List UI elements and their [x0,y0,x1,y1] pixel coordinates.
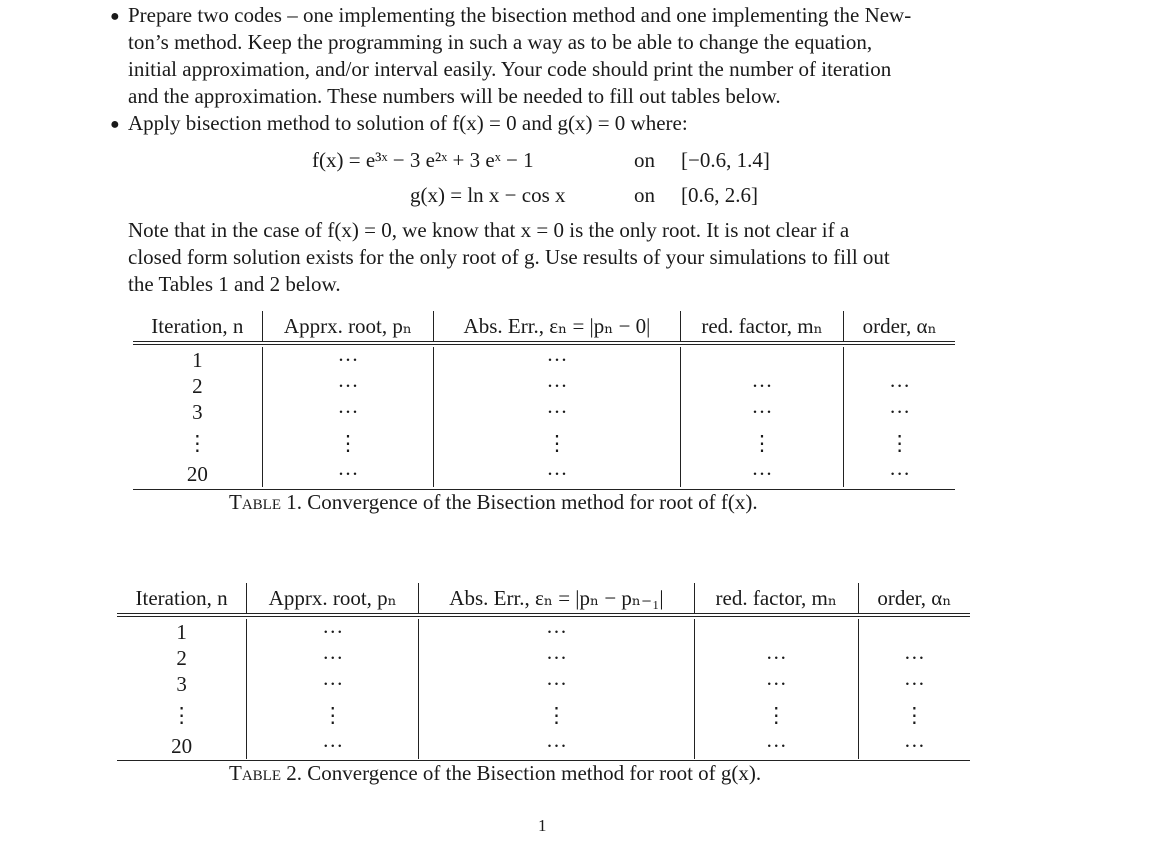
bullet1-line2: ton’s method. Keep the programming in such a way as to be able to change the equation, [128,30,873,54]
col-header-abs-err: Abs. Err., εₙ = |pₙ − pₙ₋₁| [419,583,694,613]
table-row: 20 ··· ··· ··· ··· [133,461,955,487]
bullet1-line4: and the approximation. These numbers will be needed to fill out tables below. [128,84,781,108]
col-header-iteration: Iteration, n [133,311,262,341]
col-header-red-factor: red. factor, mₙ [694,583,858,613]
table-row: ⋮ ⋮ ⋮ ⋮ ⋮ [133,425,955,461]
bullet1-line3: initial approximation, and/or interval easily. Your code should print the number of iteration [128,57,892,81]
col-header-red-factor: red. factor, mₙ [680,311,844,341]
equation-f-interval: [−0.6, 1.4] [681,148,770,172]
col-header-abs-err: Abs. Err., εₙ = |pₙ − 0| [434,311,681,341]
equation-g: g(x) = ln x − cos x [410,183,566,207]
table-row: ⋮ ⋮ ⋮ ⋮ ⋮ [117,697,970,733]
col-header-order: order, αₙ [877,585,952,610]
table-row: 3 ··· ··· ··· ··· [117,671,970,697]
note-line1: Note that in the case of f(x) = 0, we know that x = 0 is the only root. It is not clear if a [128,218,850,242]
table-row: 2 ··· ··· ··· ··· [133,373,955,399]
table-2-caption [229,761,761,786]
page-number: 1 [538,816,547,835]
table-2 [117,583,970,759]
equation-g-interval: [0.6, 2.6] [681,183,758,207]
bullet1-line1: Prepare two codes – one implementing the bisection method and one implementing the New- [128,3,912,27]
table-row: 3 ··· ··· ··· ··· [133,399,955,425]
col-header-approx-root: Apprx. root, pₙ [247,583,419,613]
equation-f: f(x) = e³ˣ − 3 e²ˣ + 3 eˣ − 1 [312,148,534,172]
table-header-row [117,583,970,613]
table-row: 20 ··· ··· ··· ··· [117,733,970,759]
table-1-caption-label: Table 1. [229,490,302,514]
equation-f-on: on [634,148,655,172]
bullet-marker: ● [110,116,120,133]
table-row: 1 ··· ··· [133,347,955,373]
table-2-caption-label: Table 2. [229,761,302,785]
table-1 [133,311,955,487]
note-line3: the Tables 1 and 2 below. [128,272,341,296]
equation-g-on: on [634,183,655,207]
col-header-iteration: Iteration, n [117,583,247,613]
col-header-order: order, αₙ [862,313,937,338]
bullet2-line1: Apply bisection method to solution of f(x) = 0 and g(x) = 0 where: [128,111,688,135]
table-1-caption [229,490,758,515]
table-2-header-rule [117,613,970,617]
table-header-row [133,311,955,341]
table-row: 2 ··· ··· ··· ··· [117,645,970,671]
note-line2: closed form solution exists for the only root of g. Use results of your simulations to fill out [128,245,890,269]
table-1-caption-text: Convergence of the Bisection method for root of f(x). [307,490,758,514]
bullet-marker: ● [110,8,120,25]
table-2-caption-text: Convergence of the Bisection method for root of g(x). [307,761,762,785]
table-row: 1 ··· ··· [117,619,970,645]
col-header-approx-root: Apprx. root, pₙ [262,311,433,341]
table-1-header-rule [133,341,955,345]
